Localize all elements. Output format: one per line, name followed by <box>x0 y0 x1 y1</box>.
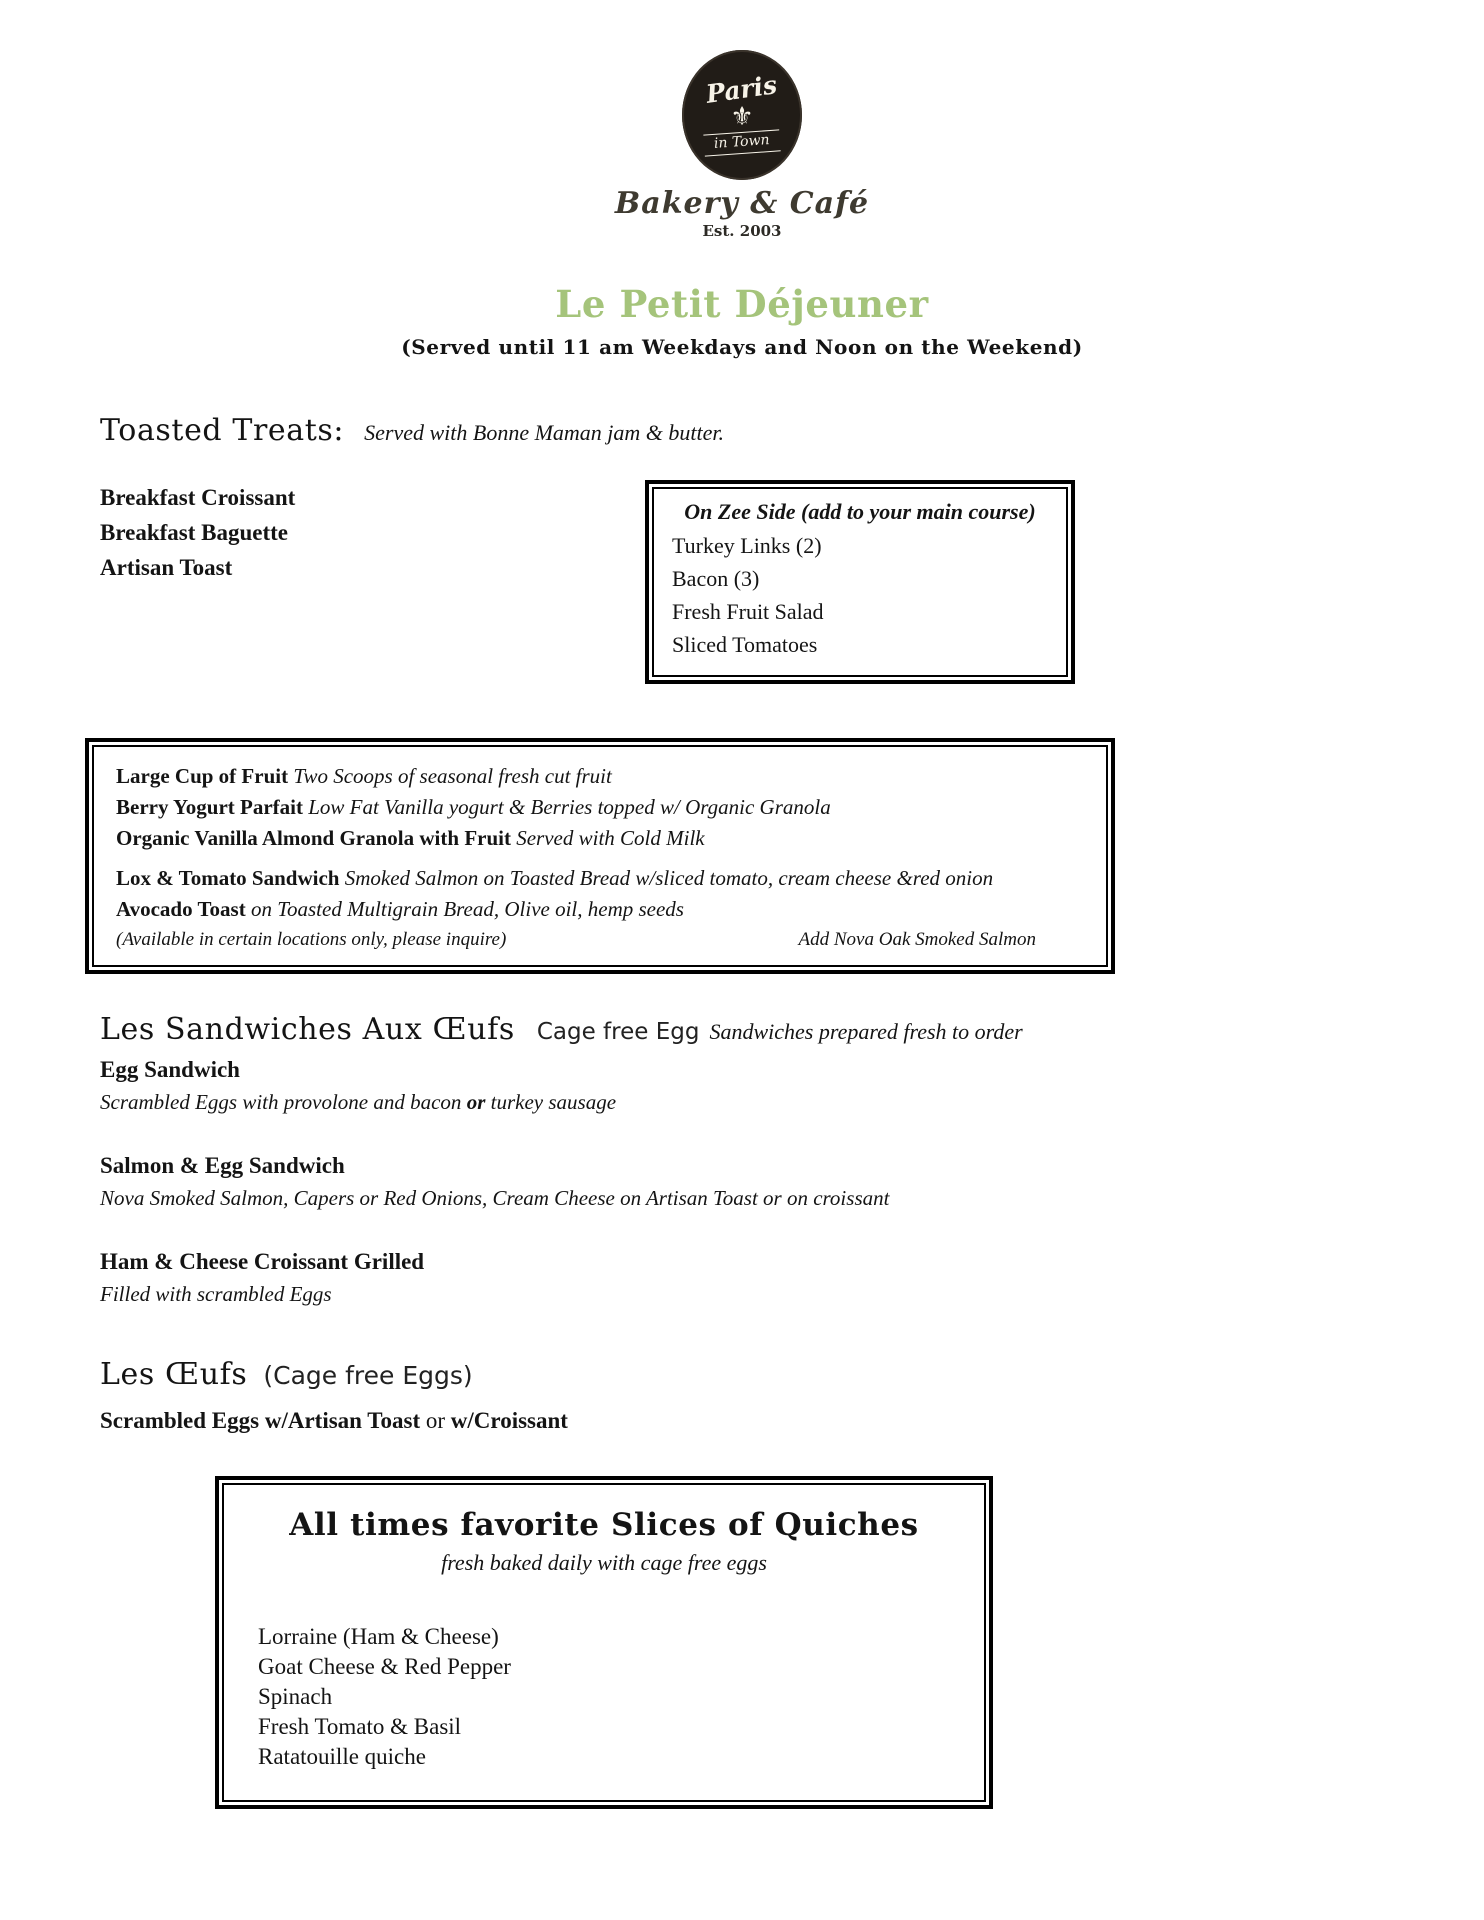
item-name: Berry Yogurt Parfait <box>116 795 303 819</box>
quiche-item-lorraine: Lorraine (Ham & Cheese) <box>258 1624 499 1649</box>
bakery-logo <box>682 50 802 180</box>
item-or: or <box>420 1408 451 1433</box>
section-toasted-treats <box>100 413 1384 684</box>
item-name: Egg Sandwich <box>100 1057 240 1082</box>
logo-text-in-town: in Town <box>704 129 781 156</box>
menu-item-artisan-toast: Artisan Toast <box>100 555 233 580</box>
toasted-treats-note: Served with Bonne Maman jam & butter. <box>364 420 725 445</box>
menu-item-breakfast-baguette: Breakfast Baguette <box>100 520 289 545</box>
menu-item-avocado-toast <box>116 894 1084 925</box>
item-desc <box>100 1282 1384 1307</box>
desc-part: Nova Smoked Salmon, Capers or Red Onions, Cream Cheese on Artisan Toast or on croissant <box>100 1186 890 1210</box>
specials-footnote-row <box>116 925 1084 955</box>
menu-item-egg-sandwich <box>100 1057 1384 1115</box>
les-oeufs-heading: Les Œufs <box>100 1357 248 1392</box>
side-item-bacon: Bacon (3) <box>672 566 760 591</box>
toasted-treats-list <box>100 480 350 684</box>
menu-item-salmon-egg-sandwich <box>100 1153 1384 1211</box>
quiche-box-inner <box>222 1483 986 1802</box>
quiche-item-ratatouille: Ratatouille quiche <box>258 1744 426 1769</box>
menu-item-ham-cheese-croissant <box>100 1249 1384 1307</box>
item-desc <box>100 1186 1384 1211</box>
item-name: Ham & Cheese Croissant Grilled <box>100 1249 425 1274</box>
desc-part: Scrambled Eggs with provolone and bacon <box>100 1090 467 1114</box>
logo-established: Est. 2003 <box>702 222 782 240</box>
item-name: Lox & Tomato Sandwich <box>116 866 340 890</box>
section-les-oeufs <box>100 1357 1384 1434</box>
title-block <box>100 282 1384 359</box>
item-name: Salmon & Egg Sandwich <box>100 1153 345 1178</box>
quiche-item-spinach: Spinach <box>258 1684 333 1709</box>
menu-item-berry-yogurt-parfait <box>116 792 1084 823</box>
egg-sandwiches-heading: Les Sandwiches Aux Œufs <box>100 1012 515 1047</box>
logo-script-bakery-cafe: Bakery & Café <box>614 186 870 221</box>
menu-item-large-cup-of-fruit <box>116 761 1084 792</box>
menu-item-lox-tomato-sandwich <box>116 863 1084 894</box>
on-zee-side-box-inner <box>652 487 1068 677</box>
item-desc: on Toasted Multigrain Bread, Olive oil, hemp seeds <box>250 897 684 921</box>
quiche-subheading: fresh baked daily with cage free eggs <box>441 1550 767 1575</box>
page-title: Le Petit Déjeuner <box>555 282 929 326</box>
availability-note: (Available in certain locations only, please inquire) <box>116 929 507 950</box>
quiche-box <box>215 1476 993 1809</box>
item-desc: Two Scoops of seasonal fresh cut fruit <box>293 764 612 788</box>
specials-box <box>85 738 1115 974</box>
section-egg-sandwiches <box>100 1012 1384 1307</box>
item-part: w/Croissant <box>450 1408 568 1433</box>
quiche-item-fresh-tomato-basil: Fresh Tomato & Basil <box>258 1714 462 1739</box>
les-oeufs-note: (Cage free Eggs) <box>263 1361 473 1390</box>
toasted-treats-heading-row <box>100 413 1384 448</box>
on-zee-side-heading: On Zee Side (add to your main course) <box>684 499 1036 524</box>
logo-text-paris: Paris <box>704 69 780 109</box>
served-note: (Served until 11 am Weekdays and Noon on the Weekend) <box>401 335 1083 359</box>
quiche-item-goat-cheese-red-pepper: Goat Cheese & Red Pepper <box>258 1654 511 1679</box>
item-name: Organic Vanilla Almond Granola with Fruit <box>116 826 511 850</box>
desc-part: Filled with scrambled Eggs <box>100 1282 332 1306</box>
toasted-treats-content <box>100 480 1384 684</box>
menu-item-scrambled-eggs <box>100 1408 1384 1434</box>
egg-sandwiches-note-lead: Cage free Egg <box>536 1019 700 1045</box>
quiche-list <box>248 1622 960 1772</box>
menu-item-granola-with-fruit <box>116 823 1084 854</box>
item-part: Scrambled Eggs w/Artisan Toast <box>100 1408 421 1433</box>
item-desc: Served with Cold Milk <box>516 826 705 850</box>
egg-sandwiches-heading-row <box>100 1012 1384 1047</box>
on-zee-side-box <box>645 480 1075 684</box>
quiche-heading: All times favorite Slices of Quiches <box>289 1507 919 1543</box>
side-item-sliced-tomatoes: Sliced Tomatoes <box>672 632 818 657</box>
side-item-fresh-fruit-salad: Fresh Fruit Salad <box>672 599 824 624</box>
item-name: Large Cup of Fruit <box>116 764 289 788</box>
fleur-de-lis-icon: ⚜ <box>730 101 754 132</box>
brand-header <box>100 50 1384 240</box>
side-item-turkey-links: Turkey Links (2) <box>672 533 822 558</box>
desc-part: turkey sausage <box>485 1090 617 1114</box>
les-oeufs-heading-row <box>100 1357 1384 1392</box>
specials-box-inner <box>92 745 1108 967</box>
egg-sandwiches-note: Sandwiches prepared fresh to order <box>709 1019 1023 1044</box>
item-desc: Low Fat Vanilla yogurt & Berries topped w/ Organic Granola <box>308 795 831 819</box>
toasted-treats-heading: Toasted Treats: <box>100 413 345 448</box>
item-name: Avocado Toast <box>116 897 246 921</box>
desc-or: or <box>466 1090 486 1114</box>
add-salmon-note: Add Nova Oak Smoked Salmon <box>798 929 1036 950</box>
item-desc: Smoked Salmon on Toasted Bread w/sliced tomato, cream cheese &red onion <box>344 866 994 890</box>
item-desc <box>100 1090 1384 1115</box>
menu-item-breakfast-croissant: Breakfast Croissant <box>100 485 296 510</box>
